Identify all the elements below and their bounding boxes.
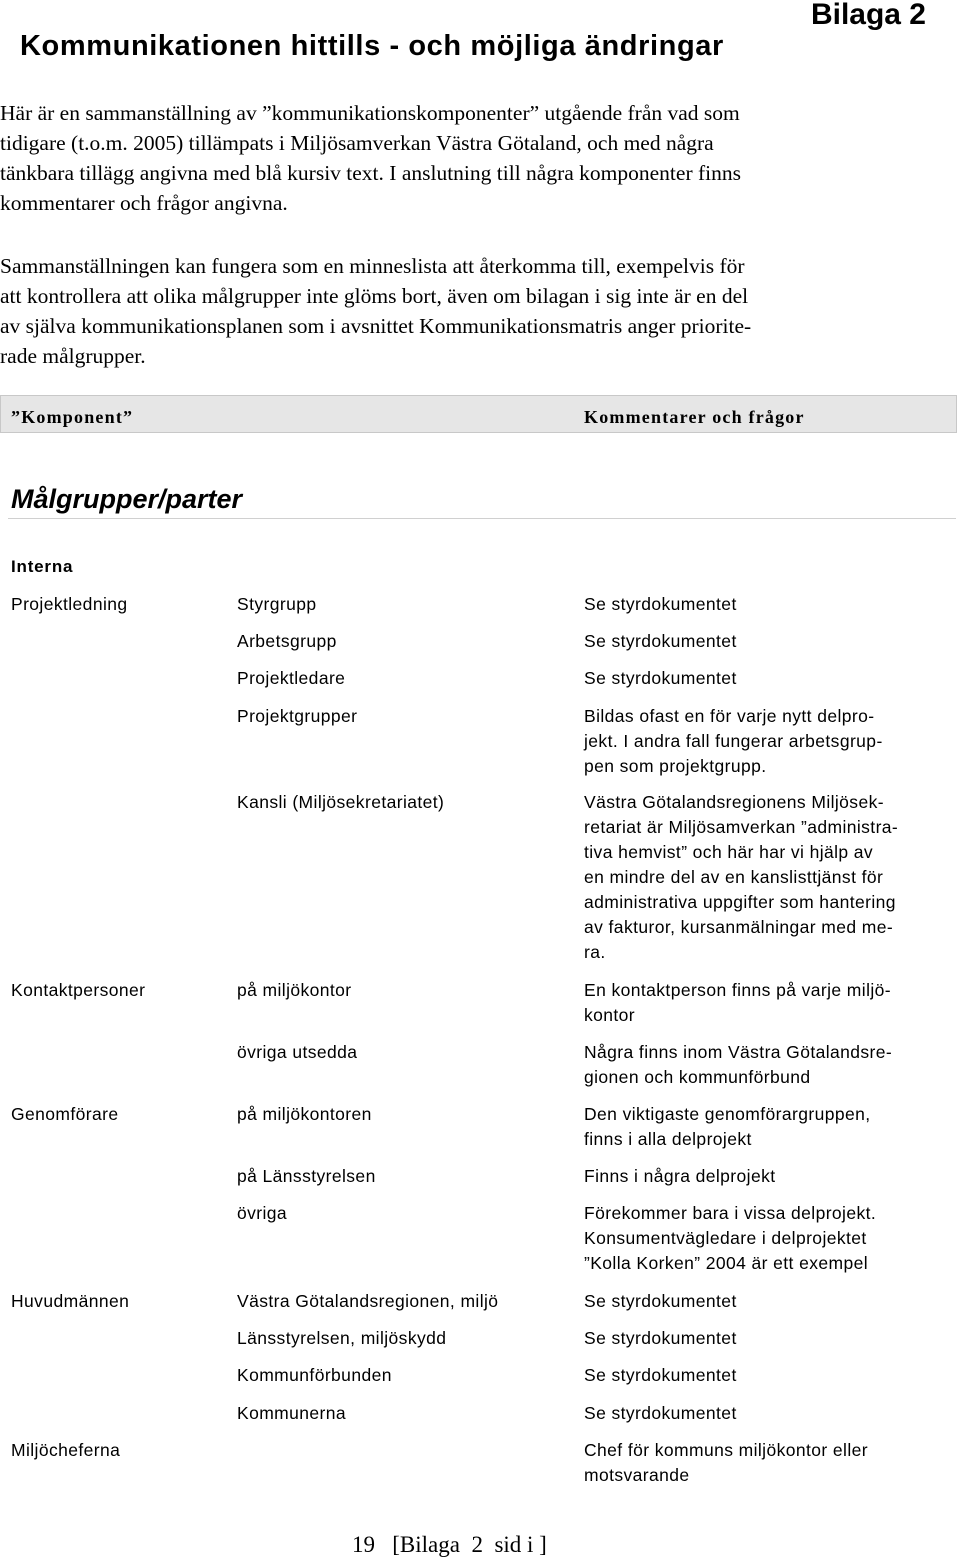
row-component: Projektgrupper <box>237 706 358 726</box>
comment-line: motsvarande <box>584 1465 690 1485</box>
comment-line: Se styrdokumentet <box>584 631 737 651</box>
comments-column-header: Kommentarer och frågor <box>584 407 805 427</box>
row-component: Styrgrupp <box>237 594 317 614</box>
section-title: Målgrupper/parter <box>11 484 243 514</box>
row-component: på miljökontoren <box>237 1104 372 1124</box>
intro-paragraph <box>0 98 930 218</box>
row-component: Kansli (Miljösekretariatet) <box>237 792 445 812</box>
comment-line: en mindre del av en kanslisttjänst för <box>584 867 884 887</box>
comment-line: Chef för kommuns miljökontor eller <box>584 1440 868 1460</box>
comment-line: Se styrdokumentet <box>584 1365 737 1385</box>
comment-line: kontor <box>584 1005 636 1025</box>
row-component: Kommunerna <box>237 1403 347 1423</box>
comment-line: jekt. I andra fall fungerar arbetsgrup- <box>584 731 883 751</box>
row-component: Länsstyrelsen, miljöskydd <box>237 1328 447 1348</box>
row-component: Arbetsgrupp <box>237 631 337 651</box>
comment-line: administrativa uppgifter som hantering <box>584 892 896 912</box>
intro-line: Här är en sammanställning av ”kommunikationskomponenter” utgående från vad som <box>0 101 740 125</box>
row-comment <box>584 666 737 691</box>
summary-line: rade målgrupper. <box>0 344 146 368</box>
comment-line: Se styrdokumentet <box>584 668 737 688</box>
comment-line: av fakturor, kursanmälningar med me- <box>584 917 894 937</box>
row-component: övriga <box>237 1203 288 1223</box>
row-group: Miljöcheferna <box>11 1440 121 1460</box>
summary-line: Sammanställningen kan fungera som en minneslista att återkomma till, exempelvis för <box>0 254 745 278</box>
page-footer: 19 [Bilaga 2 sid i ] <box>352 1532 547 1557</box>
row-component: övriga utsedda <box>237 1042 358 1062</box>
row-comment <box>584 1438 868 1488</box>
summary-line: att kontrollera att olika målgrupper inte glöms bort, även om bilagan i sig inte är en del <box>0 284 749 308</box>
row-group: Genomförare <box>11 1104 119 1124</box>
row-comment <box>584 1363 737 1388</box>
comment-line: Några finns inom Västra Götalandsre- <box>584 1042 893 1062</box>
row-comment <box>584 1040 892 1090</box>
appendix-label: Bilaga 2 <box>810 0 926 31</box>
row-comment <box>584 629 737 654</box>
comment-line: ”Kolla Korken” 2004 är ett exempel <box>584 1253 869 1273</box>
summary-line: av själva kommunikationsplanen som i avsnittet Kommunikationsmatris anger priorite- <box>0 314 752 338</box>
row-component: på Länsstyrelsen <box>237 1166 376 1186</box>
row-comment <box>584 790 898 965</box>
subsection-title: Interna <box>11 557 74 576</box>
comment-line: Se styrdokumentet <box>584 1328 737 1348</box>
comment-line: finns i alla delprojekt <box>584 1129 752 1149</box>
row-component: Västra Götalandsregionen, miljö <box>237 1291 499 1311</box>
comment-line: gionen och kommunförbund <box>584 1067 811 1087</box>
row-comment <box>584 1326 737 1351</box>
comment-line: tiva hemvist” och här har vi hjälp av <box>584 842 874 862</box>
component-column-header: ”Komponent” <box>11 407 134 427</box>
row-group: Huvudmännen <box>11 1291 130 1311</box>
row-comment <box>584 1164 776 1189</box>
table-header <box>0 395 957 433</box>
comment-line: Västra Götalandsregionens Miljösek- <box>584 792 884 812</box>
comment-line: pen som projektgrupp. <box>584 756 767 776</box>
comment-line: Finns i några delprojekt <box>584 1166 776 1186</box>
intro-line: tidigare (t.o.m. 2005) tillämpats i Miljösamverkan Västra Götaland, och med några <box>0 131 714 155</box>
row-comment <box>584 978 891 1028</box>
comment-line: Se styrdokumentet <box>584 594 737 614</box>
row-group: Kontaktpersoner <box>11 980 146 1000</box>
comment-line: retariat är Miljösamverkan ”administra- <box>584 817 899 837</box>
row-component: Projektledare <box>237 668 346 688</box>
intro-line: tänkbara tillägg angivna med blå kursiv text. I anslutning till några komponenter finns <box>0 161 741 185</box>
comment-line: Bildas ofast en för varje nytt delpro- <box>584 706 875 726</box>
row-comment <box>584 592 737 617</box>
comment-line: Konsumentvägledare i delprojektet <box>584 1228 867 1248</box>
row-comment <box>584 1401 737 1426</box>
row-component: på miljökontor <box>237 980 352 1000</box>
comment-line: Förekommer bara i vissa delprojekt. <box>584 1203 877 1223</box>
row-group: Projektledning <box>11 594 128 614</box>
row-comment <box>584 1289 737 1314</box>
row-component: Kommunförbunden <box>237 1365 392 1385</box>
comment-line: En kontaktperson finns på varje miljö- <box>584 980 892 1000</box>
comment-line: Den viktigaste genomförargruppen, <box>584 1104 871 1124</box>
intro-line: kommentarer och frågor angivna. <box>0 191 288 215</box>
comment-line: Se styrdokumentet <box>584 1291 737 1311</box>
summary-paragraph <box>0 251 930 371</box>
row-comment <box>584 704 883 779</box>
comment-line: Se styrdokumentet <box>584 1403 737 1423</box>
comment-line: ra. <box>584 942 606 962</box>
row-comment <box>584 1102 871 1152</box>
page-title: Kommunikationen hittills - och möjliga ändringar <box>20 30 724 62</box>
section-divider <box>8 518 956 519</box>
row-comment <box>584 1201 876 1276</box>
